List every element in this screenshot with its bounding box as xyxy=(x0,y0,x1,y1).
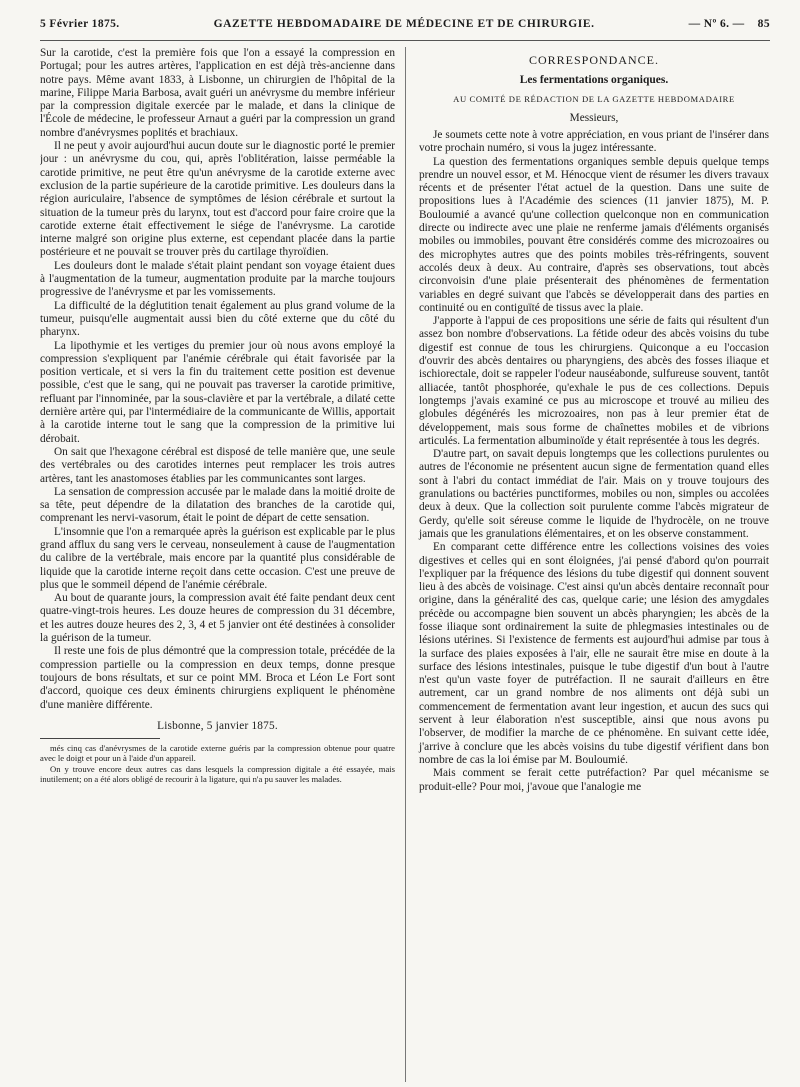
header-issue-number: — Nº 6. — xyxy=(688,18,745,30)
article-signature: Lisbonne, 5 janvier 1875. xyxy=(157,719,278,732)
left-paragraph: Il ne peut y avoir aujourd'hui aucun doute sur le diagnostic porté le premier jour : un anévrysme du cou, qui, après l'oblitération, laisse perméable la carotide primitive, ne peut être qu'un anévrysme de la carotide externe avec exclusion de la partie supérieure de la carotide primitive. Les douleurs dans la région auriculaire, l'absence de symptômes de lésion cérébrale et surtout la situation de la tumeur près du larynx, tout est d'accord pour faire croire que la carotide externe était effectivement le siége de l'anévrysme. La carotide interne malgré son origine plus externe, est cependant placée dans la partie postérieure et ne pouvait se trouver près du cartilage thyroïdien. xyxy=(40,140,395,259)
article-subtitle: Les fermentations organiques. xyxy=(519,74,669,86)
header-journal-title: GAZETTE HEBDOMADAIRE DE MÉDECINE ET DE CHIRURGIE. xyxy=(213,18,595,30)
footnote: més cinq cas d'anévrysmes de la carotide externe guéris par la compression obtenue pour quatre avec le doigt et pour un à l'aide d'un appareil. xyxy=(40,742,395,764)
footnote-rule xyxy=(40,738,160,739)
left-paragraph: La difficulté de la déglutition tenait également au plus grand volume de la tumeur, puisqu'elle augmentait aussi bien du côté externe que du côté du pharynx. xyxy=(40,299,395,339)
left-paragraph: Il reste une fois de plus démontré que la compression totale, précédée de la compression partielle ou la compression en deux temps, donne presque toujours de bons résultats, et sur ce point MM. Broca et Léon Le Fort sont d'accord, quoique ces deux éminents chirurgiens expliquent le phénomène d'une manière différente. xyxy=(40,645,395,711)
left-paragraph: L'insomnie que l'on a remarquée après la guérison est explicable par le plus grand afflux du sang vers le cerveau, nonseulement à cause de l'augmentation du calibre de la vertébrale, mais encore par la quantité plus considérable de liquide que la carotide interne reçoit dans cette occasion. C'est une preuve de plus que le sommeil dépend de l'anémie cérébrale. xyxy=(40,525,395,591)
salutation: Messieurs, xyxy=(569,112,619,124)
right-column xyxy=(406,47,769,1082)
footnotes xyxy=(40,743,395,785)
section-title: CORRESPONDANCE. xyxy=(528,53,660,67)
left-paragraph: La lipothymie et les vertiges du premier jour où nous avons employé la compression s'expliquent par l'anémie cérébrale qui était favorisée par la position verticale, et si vers la fin du traitement cette position est devenue possible, c'est que le sang, qui ne pouvait pas traverser la carotide primitive, refluant par l'innominée, par la sous-clavière et par la vertébrale, a dilaté cette dernière artère qui, par l'intermédiaire de la communicante de Willis, apportait à la carotide interne tout le sang que la compression de la primitive lui dérobait. xyxy=(40,339,395,445)
two-column-body xyxy=(40,47,770,1082)
left-paragraph: Les douleurs dont le malade s'était plaint pendant son voyage étaient dues à l'augmentation de la tumeur, augmentation produite par la marche toujours progressive de l'anévrysme et par les vomissements. xyxy=(40,259,395,299)
right-paragraph: La question des fermentations organiques semble depuis quelque temps prendre un nouvel essor, et M. Hénocque vient de résumer les divers travaux récents et de présenter l'état actuel de la question. Dans une suite de propositions lues à l'Académie des sciences (11 janvier 1875), M. P. Bouloumié a avancé qu'une collection quelconque non en communication directe ou indirecte avec une plaie ne renferme jamais d'éléments organisés mobiles ou immobiles, pouvant être considérés comme des microzoaires ou des microphytes autres que des points mobiles très-réfringents, souvent accolés deux à deux. Au contraire, d'après ses observations, tout abcès circonvoisin d'une plaie présenterait des phénomènes de fermentation variables en degré suivant que l'abcès se développerait dans des parties en continuité ou en contiguïté de tissus avec la plaie. xyxy=(419,155,769,314)
left-paragraph: On sait que l'hexagone cérébral est disposé de telle manière que, une seule des vertébrales ou des carotides internes peut remplacer les trois autres artères, tant les anastomoses établies par les communicantes sont larges. xyxy=(40,445,395,485)
left-column xyxy=(40,47,406,1082)
running-header xyxy=(40,18,770,41)
right-paragraph: Je soumets cette note à votre appréciation, en vous priant de l'insérer dans votre prochain numéro, si vous la jugez intéressante. xyxy=(419,129,769,155)
right-paragraph: D'autre part, on savait depuis longtemps que les collections purulentes ou autres de l'économie ne présentent aucun signe de fermentation quand elles sont à l'abri du contact immédiat de l'air. Mais on y trouve toujours des granulations ou bactéries punctiformes, mobiles ou non, simples ou accolées deux à deux. Que la collection soit purulente comme l'abcès migrateur de Gerdy, qu'elle soit séreuse comme le liquide de l'hydrocèle, on ne trouve jamais que les granulations élémentaires, et on les observe constamment. xyxy=(419,448,769,540)
right-paragraph: En comparant cette différence entre les collections voisines des voies digestives et celles qui en sont éloignées, j'ai pensé d'abord qu'on pourrait l'expliquer par la fréquence des lésions du tube digestif qui donnent souvent lieu à des abcès de voisinage. C'est ainsi qu'un abcès dentaire reconnaît pour origine, dans la généralité des cas, quelque carie; une lésion des amygdales précède ou accompagne bien souvent un abcès pharyngien; les abcès de la fosse iliaque sont ordinairement la suite de phlegmasies intestinales ou de lésions utérines. Si l'existence de ferments est aujourd'hui admise par tous à la surface des plaies exposées à l'air, elle ne saurait être mise en doute à la surface des lésions intestinales, puisque le tube digestif d'un bout à l'autre n'est qu'un vaste foyer de putréfaction. Il ne saurait d'ailleurs en être autrement, car un grand nombre de nos aliments ont déjà subi un commencement de fermentation avant leur ingestion, et aucun des sucs qui servent à leur élaboration n'est susceptible, ainsi que nous avons pu l'observer, de modifier la marche de ce phénomène. En suivant cette idée, j'arrive à conclure que les abcès voisins du tube digestif vérifient dans bon nombre de cas la loi émise par M. Bouloumié. xyxy=(419,541,769,766)
addressee-line: AU COMITÉ DE RÉDACTION DE LA GAZETTE HEBDOMADAIRE xyxy=(453,94,735,104)
right-paragraph: Mais comment se ferait cette putréfaction? Par quel mécanisme se produit-elle? Pour moi, j'avoue que l'analogie me xyxy=(419,767,769,793)
header-page-number: 85 xyxy=(757,18,770,30)
left-paragraph: Au bout de quarante jours, la compression avait été faite pendant deux cent quatre-vingt-trois heures. Les douze heures de compression du 31 décembre, et les autres douze heures des 2, 3, 4 et 5 janvier ont été destinées à consolider la guérison de la tumeur. xyxy=(40,592,395,645)
left-paragraph: Sur la carotide, c'est la première fois que l'on a essayé la compression en Portugal; pour les autres artères, l'application en est déjà très-ancienne dans notre pays. Même avant 1833, à Lisbonne, un chirurgien de l'hôpital de la marine, Filippe Maria Barbosa, avait guéri un anévrysme du membre inférieur par la compression digitale exercée par le malade, et dans la clinique de l'École de médecine, le professeur Arnaut a guéri par la compression un grand nombre d'anévrysmes poplités et brachiaux. xyxy=(40,47,395,139)
header-date: 5 Février 1875. xyxy=(40,18,120,30)
footnote: On y trouve encore deux autres cas dans lesquels la compression digitale a été essayée, mais inutilement; on a été alors obligé de recourir à la ligature, qui n'a pu sauver les malades. xyxy=(40,763,395,785)
right-paragraph: J'apporte à l'appui de ces propositions une série de faits qui résultent d'un assez bon nombre d'observations. La fétide odeur des abcès voisins du tube digestif est connue de tous les chirurgiens. Quiconque a eu l'occasion d'ouvrir des abcès dentaires ou pharyngiens, des abcès des fosses iliaque et ischiorectale, doit se rappeler l'odeur nauséabonde, sulfureuse souvent, tantôt alliacée, tantôt phosphorée, qu'exhale le pus de ces collections. Depuis longtemps j'avais examiné ce pus au microscope et trouvé au milieu des globules dégénérés les microzoaires, non pas à leur premier état de développement, mais sous forme de chaînettes mobiles et de vibrions articulés. La fermentation albuminoïde y était représentée à tous les degrés. xyxy=(419,315,769,447)
left-paragraph: La sensation de compression accusée par le malade dans la moitié droite de sa tête, peut dépendre de la dilatation des branches de la carotide qui, comprenant les nervi-vasorum, était le point de départ de cette sensation. xyxy=(40,485,395,525)
